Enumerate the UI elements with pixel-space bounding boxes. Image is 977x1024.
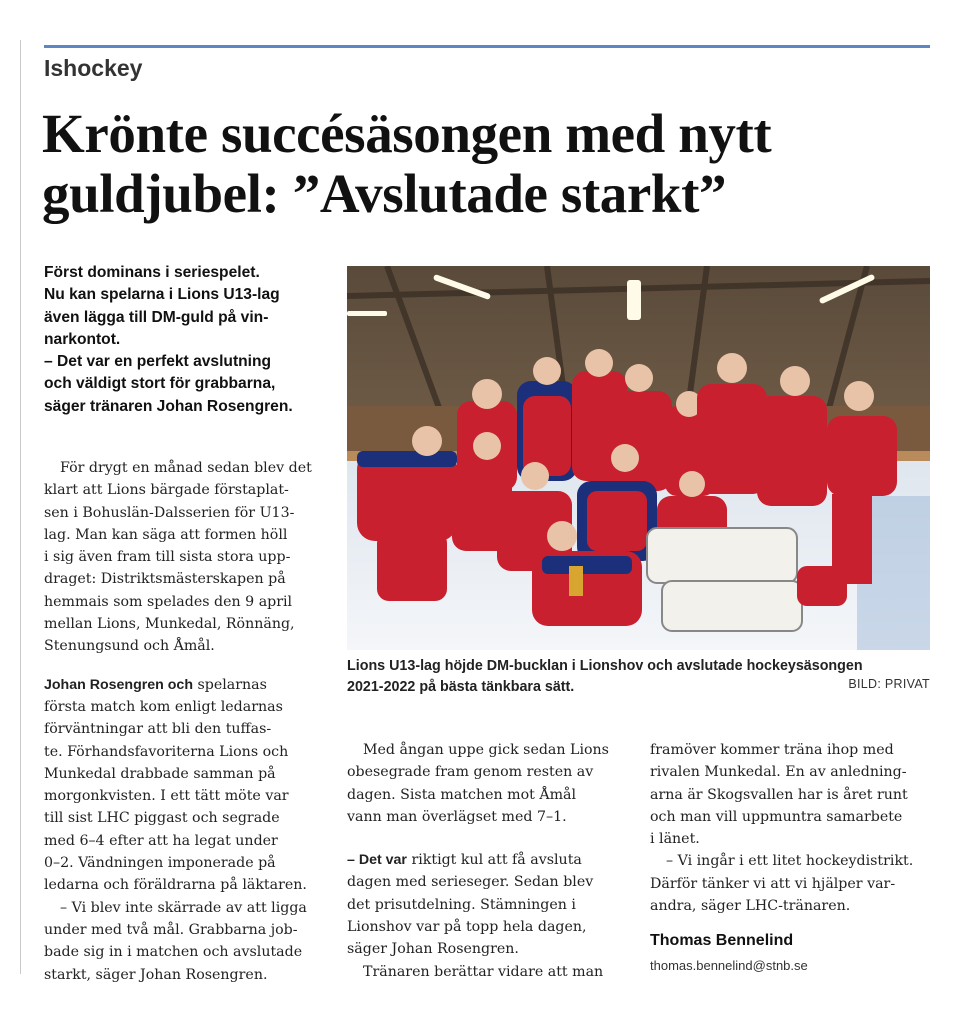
run-in-bold: Johan Rosengren och	[44, 676, 193, 693]
text-line: Med ångan uppe gick sedan Lions	[363, 742, 609, 758]
lead-line: Nu kan spelarna i Lions U13-lag	[44, 286, 280, 304]
text-line: arna är Skogsvallen har is året runt	[650, 786, 908, 803]
paragraph	[347, 849, 629, 960]
lead-line: och väldigt stort för grabbarna,	[44, 375, 276, 393]
text-line: hemmais som spelades den 9 april	[44, 593, 293, 610]
run-in-bold: – Det var	[347, 852, 407, 869]
lead-line: – Det var en perfekt avslutning	[44, 353, 272, 371]
text-line: morgonkvisten. I ett tätt möte var	[44, 788, 289, 805]
text-line: sen i Bohuslän-Dalsserien för U13-	[44, 504, 295, 521]
lead-line: narkontot.	[44, 330, 121, 348]
text-line: i länet.	[650, 831, 700, 848]
text-line: mellan Lions, Munkedal, Rönnäng,	[44, 616, 295, 633]
lead-line: Först dominans i seriespelet.	[44, 264, 260, 281]
photo-credit: BILD: PRIVAT	[848, 677, 930, 691]
text-line: ledarna och föräldrarna på läktaren.	[44, 877, 307, 894]
text-line: – Vi ingår i ett litet hockeydistrikt.	[666, 853, 914, 870]
text-line: i sig även fram till sista stora upp-	[44, 549, 291, 566]
section-label: Ishockey	[44, 55, 143, 81]
lead-line: även lägga till DM-guld på vin-	[44, 308, 269, 326]
text-line	[347, 849, 629, 871]
photo-caption	[347, 656, 930, 698]
text-line: Munkedal drabbade samman på	[44, 765, 276, 782]
caption-line: 2021-2022 på bästa tänkbara sätt.	[347, 679, 575, 695]
text-line: draget: Distriktsmästerskapen på	[44, 571, 286, 588]
headline-line: Krönte succésäsongen med nytt	[42, 103, 772, 164]
text-line: Tränaren berättar vidare att man	[363, 963, 604, 980]
lead-paragraph	[44, 262, 344, 418]
text-line: framöver kommer träna ihop med	[650, 742, 894, 758]
text-line: vann man överlägset med 7–1.	[347, 808, 567, 825]
team-photo	[347, 266, 930, 650]
body-column-3	[650, 739, 932, 917]
text-line: starkt, säger Johan Rosengren.	[44, 966, 268, 983]
text-line: 0–2. Vändningen imponerade på	[44, 855, 276, 872]
text-line: säger Johan Rosengren.	[347, 941, 519, 958]
text-line: dagen. Sista matchen mot Åmål	[347, 786, 577, 803]
paragraph	[44, 457, 326, 658]
text-line: – Vi blev inte skärrade av att ligga	[60, 899, 307, 916]
text-line: rivalen Munkedal. En av anledning-	[650, 764, 907, 781]
column-rule	[20, 40, 21, 974]
team-photo-illustration	[347, 266, 930, 650]
headline-line: guldjubel: ”Avslutade starkt”	[42, 163, 727, 224]
text-line: det prisutdelning. Stämningen i	[347, 896, 576, 913]
paragraph	[44, 674, 326, 897]
text-line: med 6–4 efter att ha legat under	[44, 832, 278, 849]
text-line: te. Förhandsfavoriterna Lions och	[44, 743, 289, 760]
lead-line: säger tränaren Johan Rosengren.	[44, 397, 293, 415]
text-line: lag. Man kan säga att formen höll	[44, 526, 288, 543]
paragraph	[650, 739, 932, 850]
text-line: första match kom enligt ledarnas	[44, 698, 283, 715]
text-line	[44, 674, 326, 696]
text-line: förväntningar att bli den tuffas-	[44, 721, 272, 738]
paragraph	[650, 850, 932, 917]
text-line: Stenungsund och Åmål.	[44, 638, 215, 655]
text-line: och man vill uppmuntra samarbete	[650, 808, 903, 825]
author-email[interactable]: thomas.bennelind@stnb.se	[650, 958, 808, 973]
text-line: bade sig in i matchen och avslutade	[44, 944, 303, 961]
text-line: obesegrade fram genom resten av	[347, 764, 594, 781]
text-line: För drygt en månad sedan blev det	[60, 460, 312, 476]
text-line: dagen med serieseger. Sedan blev	[347, 874, 594, 891]
text-line: andra, säger LHC-tränaren.	[650, 898, 851, 915]
text-line: till sist LHC piggast och segrade	[44, 810, 280, 827]
text-line: Därför tänker vi att vi hjälper var-	[650, 875, 896, 892]
body-column-1	[44, 457, 326, 986]
headline	[42, 104, 932, 224]
text-line: Lionshov var på topp hela dagen,	[347, 919, 587, 936]
caption-line: Lions U13-lag höjde DM-bucklan i Lionshov och avslutade hockeysäsongen	[347, 658, 863, 674]
author-name: Thomas Bennelind	[650, 932, 794, 949]
paragraph	[347, 739, 629, 828]
text-line: under med två mål. Grabbarna job-	[44, 921, 298, 938]
paragraph	[347, 961, 629, 983]
body-column-2	[347, 739, 629, 983]
section-top-rule	[44, 45, 930, 48]
text-run: riktigt kul att få avsluta	[406, 852, 582, 869]
text-line: klart att Lions bärgade förstaplat-	[44, 482, 289, 499]
text-run: spelarnas	[193, 676, 267, 693]
paragraph	[44, 897, 326, 986]
